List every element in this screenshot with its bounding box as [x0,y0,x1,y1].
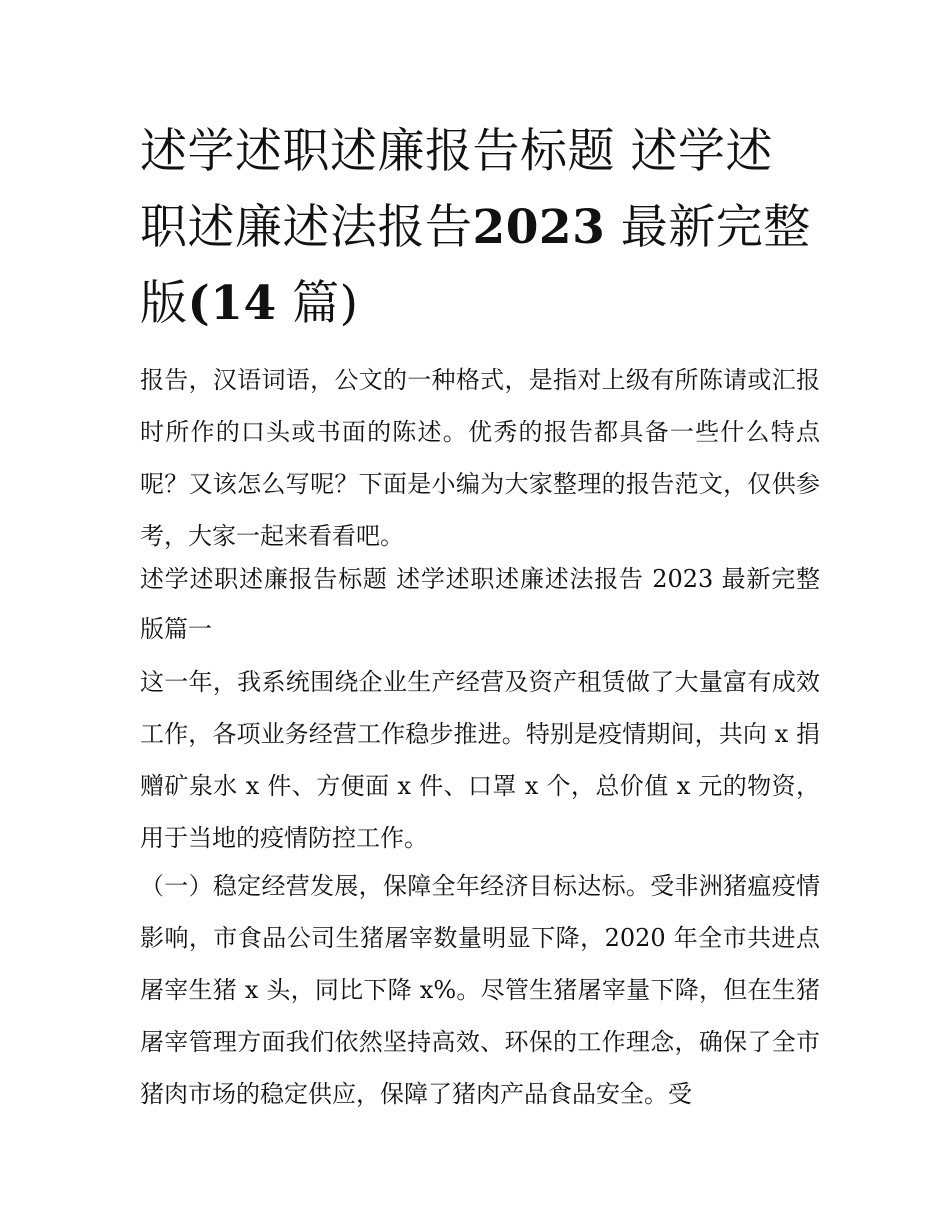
title-paren: (14 [187,276,277,331]
body-paragraph-1: 这一年，我系统围绕企业生产经营及资产租赁做了大量富有成效工作，各项业务经营工作稳步推进。特别是疫情期间，共向 x 捐赠矿泉水 x 件、方便面 x 件、口罩 x 个，总价值 x 元的物资，用于当地的疫情防控工作。 [140,668,820,852]
document-title [140,114,820,342]
section-subtitle: 述学述职述廉报告标题 述学述职述廉述法报告 2023 最新完整版篇一 [140,565,820,643]
intro-paragraph: 报告，汉语词语，公文的一种格式，是指对上级有所陈请或汇报时所作的口头或书面的陈述。优秀的报告都具备一些什么特点呢？又该怎么写呢？下面是小编为大家整理的报告范文，仅供参考，大家一起来看看吧。 [140,366,820,550]
title-year: 2023 [472,200,606,255]
body-paragraph-2: （一）稳定经营发展，保障全年经济目标达标。受非洲猪瘟疫情影响，市食品公司生猪屠宰数量明显下降，2020 年全市共进点屠宰生猪 x 头，同比下降 x%。尽管生猪屠宰量下降，但在生猪屠宰管理方面我们依然坚持高效、环保的工作理念，确保了全市猪肉市场的稳定供应，保障了猪肉产品食品安全。受 [140,872,820,1108]
title-text-part1: 述学述职述廉报告标题 述学述职述廉述法报告 [140,124,773,255]
title-text-part2: 最新完整版 [140,200,811,331]
title-text-part3: 篇) [292,276,359,331]
